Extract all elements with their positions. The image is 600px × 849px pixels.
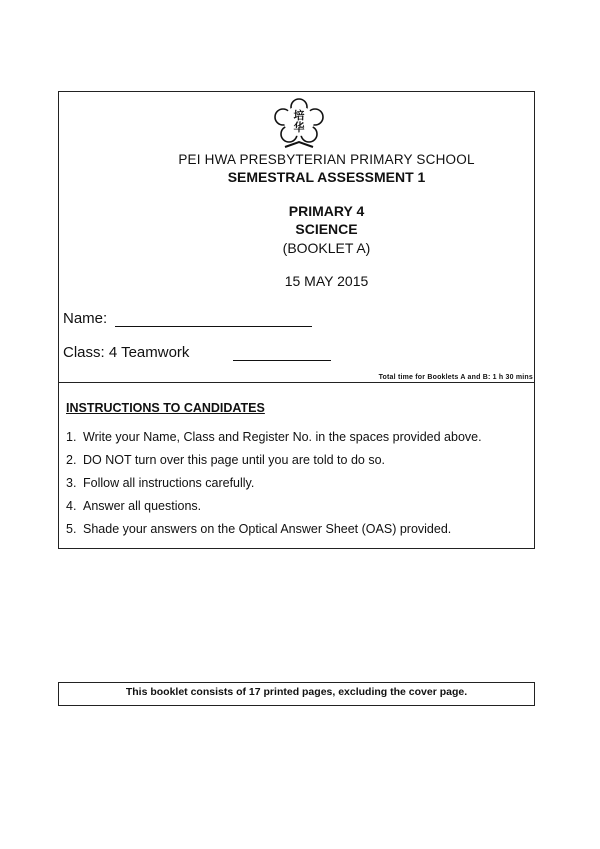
svg-text:华: 华: [293, 121, 305, 134]
paper-date: 15 MAY 2015: [284, 273, 369, 289]
list-item: 1. Write your Name, Class and Register No. in the spaces provided above.: [66, 430, 482, 444]
school-crest-logo: [271, 97, 327, 151]
name-field[interactable]: [115, 326, 312, 327]
assessment-title: SEMESTRAL ASSESSMENT 1: [227, 169, 426, 185]
svg-text:培: 培: [293, 109, 305, 122]
instructions-title: INSTRUCTIONS TO CANDIDATES: [66, 401, 265, 415]
paper-subject: SCIENCE: [295, 221, 358, 237]
list-item: 2. DO NOT turn over this page until you are told to do so.: [66, 453, 386, 467]
class-field[interactable]: [233, 360, 331, 361]
page-count-note: This booklet consists of 17 printed pages, excluding the cover page.: [125, 686, 468, 698]
list-item: 5. Shade your answers on the Optical Answer Sheet (OAS) provided.: [66, 522, 452, 536]
name-label: Name:: [63, 310, 108, 327]
paper-booklet: (BOOKLET A): [282, 240, 371, 256]
instructions-list: [66, 430, 482, 545]
list-item: 3. Follow all instructions carefully.: [66, 476, 255, 490]
school-name: PEI HWA PRESBYTERIAN PRIMARY SCHOOL: [178, 152, 475, 167]
class-label: Class: 4 Teamwork: [63, 344, 190, 361]
total-time-note: Total time for Booklets A and B: 1 h 30 mins: [378, 374, 533, 381]
list-item: 4. Answer all questions.: [66, 499, 202, 513]
paper-level: PRIMARY 4: [288, 203, 365, 219]
